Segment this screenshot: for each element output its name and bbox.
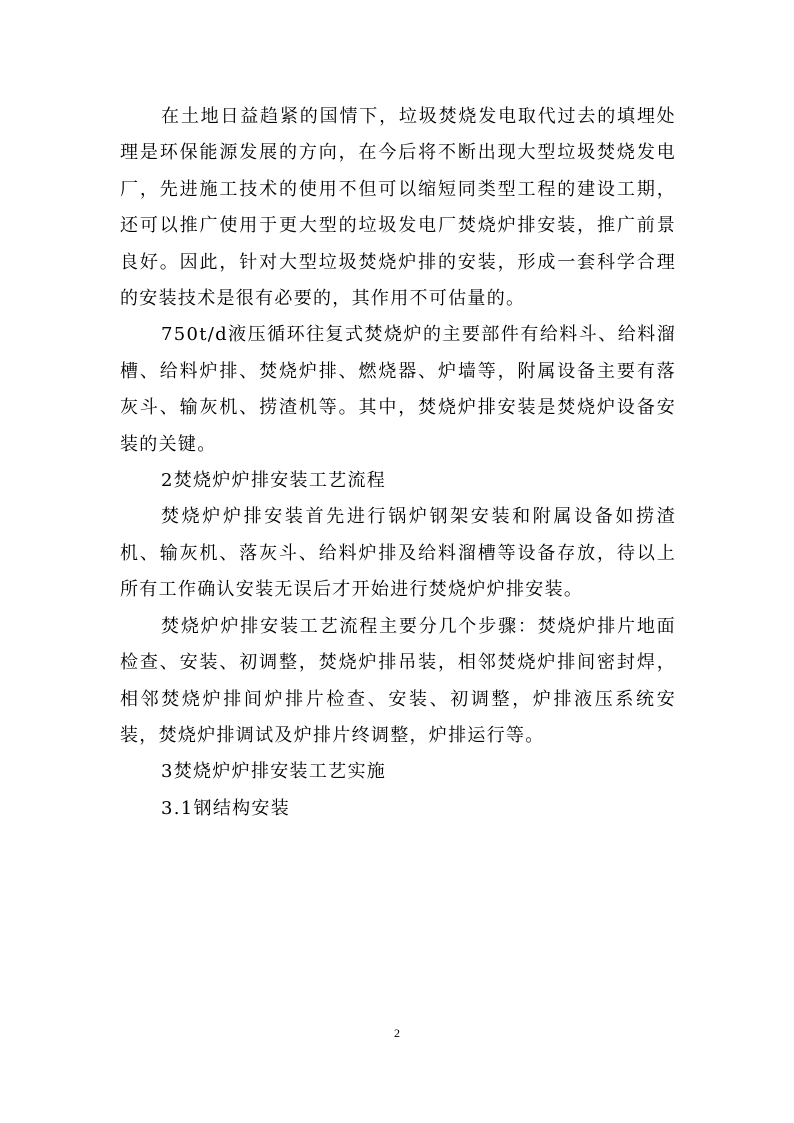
page-number: 2 xyxy=(394,1026,400,1040)
document-body xyxy=(120,99,676,827)
paragraph-main-components: 750t/d液压循环往复式焚烧炉的主要部件有给料斗、给料溜槽、给料炉排、焚烧炉排、燃烧器、炉墙等，附属设备主要有落灰斗、输灰机、捞渣机等。其中，焚烧炉排安装是焚烧炉设备安装的关键。 xyxy=(120,324,676,455)
paragraph-installation-order: 焚烧炉炉排安装首先进行锅炉钢架安装和附属设备如捞渣机、输灰机、落灰斗、给料炉排及给料溜槽等设备存放，待以上所有工作确认安装无误后才开始进行焚烧炉炉排安装。 xyxy=(120,506,676,601)
section-heading-implementation: 3焚烧炉炉排安装工艺实施 xyxy=(161,761,387,783)
subsection-heading-steel-structure: 3.1钢结构安装 xyxy=(161,797,291,819)
section-heading-process-flow: 2焚烧炉炉排安装工艺流程 xyxy=(161,470,387,492)
paragraph-process-steps: 焚烧炉炉排安装工艺流程主要分几个步骤：焚烧炉排片地面检查、安装、初调整，焚烧炉排吊装，相邻焚烧炉排间密封焊，相邻焚烧炉排间炉排片检查、安装、初调整，炉排液压系统安装，焚烧炉排调试及炉排片终调整，炉排运行等。 xyxy=(120,615,676,746)
paragraph-intro: 在土地日益趋紧的国情下，垃圾焚烧发电取代过去的填埋处理是环保能源发展的方向，在今后将不断出现大型垃圾焚烧发电厂，先进施工技术的使用不但可以缩短同类型工程的建设工期，还可以推广使用于更大型的垃圾发电厂焚烧炉排安装，推广前景良好。因此，针对大型垃圾焚烧炉排的安装，形成一套科学合理的安装技术是很有必要的，其作用不可估量的。 xyxy=(120,106,676,310)
